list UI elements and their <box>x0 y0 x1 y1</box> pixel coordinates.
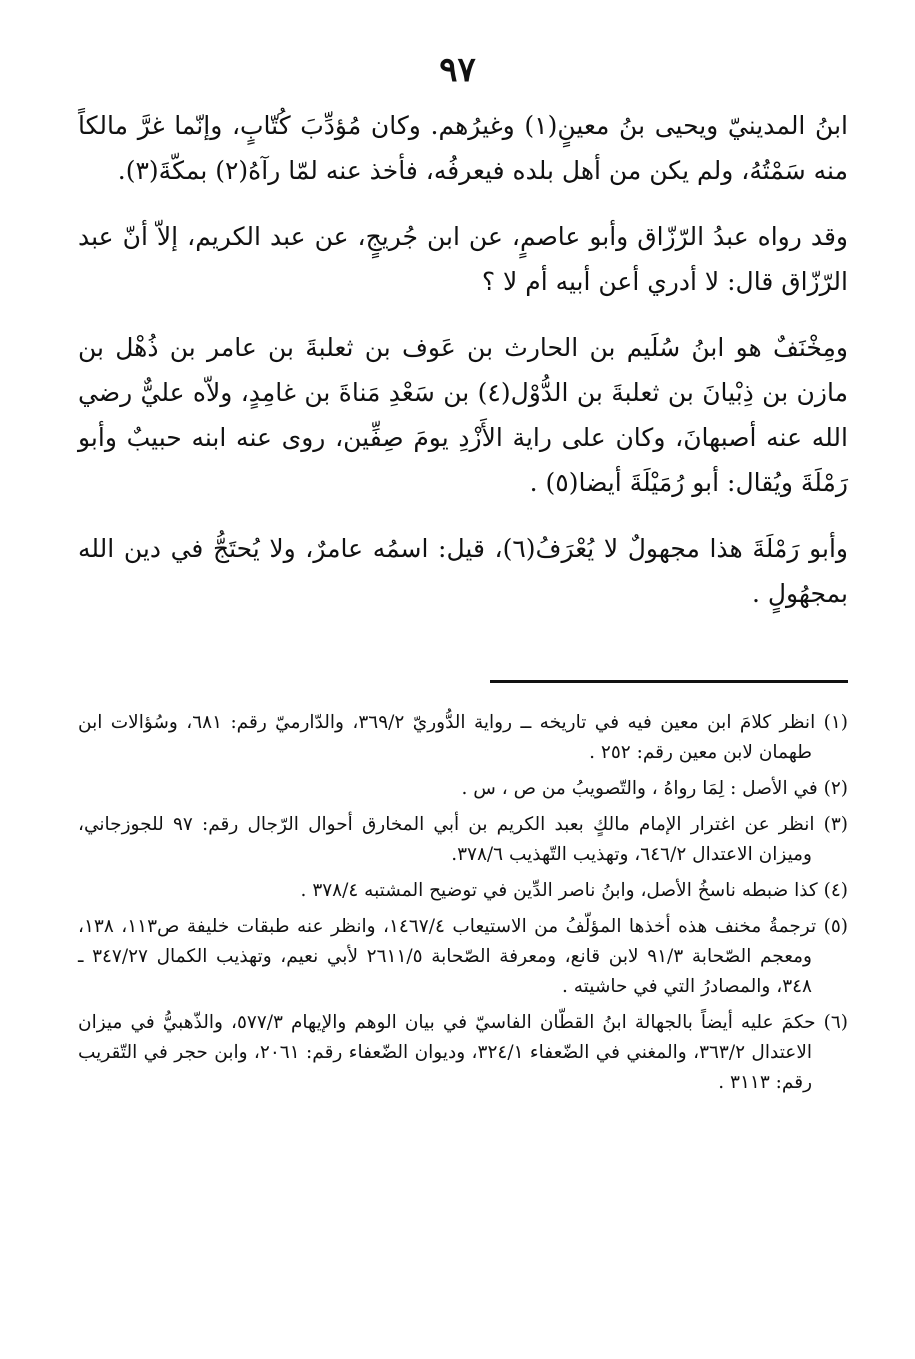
page-number: ٩٧ <box>439 50 476 90</box>
footnote-3: (٣) انظر عن اغترار الإمام مالكٍ بعبد الكريم بن أبي المخارق أحوال الرّجال رقم: ٩٧ للجوزجاني، وميزان الاعتدال ٦٤٦/٢، وتهذيب التّهذيب ٣٧٨/٦. <box>78 814 848 865</box>
paragraph-3: ومِخْنَفٌ هو ابنُ سُلَيم بن الحارث بن عَوف بن ثعلبةَ بن عامر بن ذُهْل بن مازن بن ذِبْيانَ بن ثعلبةَ بن الدُّوْل(٤) بن سَعْدِ مَناةَ بن غامِدٍ، ولاّه عليٌّ رضي الله عنه أصبهانَ، وكان على راية الأَزْدِ يومَ صِفِّين، روى عنه ابنه حبيبٌ وأبو رَمْلَةَ ويُقال: أبو رُمَيْلَةَ أيضا(٥) . <box>78 333 848 497</box>
main-text <box>78 103 848 637</box>
footnote-4: (٤) كذا ضبطه ناسخُ الأصل، وابنُ ناصر الدِّين في توضيح المشتبه ٣٧٨/٤ . <box>300 880 848 901</box>
paragraph-4: وأبو رَمْلَةَ هذا مجهولٌ لا يُعْرَفُ(٦)، قيل: اسمُه عامرٌ، ولا يُحتَجُّ في دين الله بمجهُولٍ . <box>78 534 848 608</box>
footnote-6: (٦) حكمَ عليه أيضاً بالجهالة ابنُ القطّان الفاسيّ في بيان الوهم والإيهام ٥٧٧/٣، والذّهبيُّ في ميزان الاعتدال ٣٦٣/٢، والمغني في الضّعفاء ٣٢٤/١، وديوان الضّعفاء رقم: ٢٠٦١، وابن حجر في التّقريب رقم: ٣١١٣ . <box>78 1012 849 1093</box>
footnote-1: (١) انظر كلامَ ابن معين فيه في تاريخه ــ رواية الدُّوريّ ٣٦٩/٢، والدّارميّ رقم: ٦٨١، وسُؤالات ابن طهمان لابن معين رقم: ٢٥٢ . <box>78 712 848 763</box>
footnote-2: (٢) في الأصل : لِمَا رواهُ ، والتّصويبُ من ص ، س . <box>461 778 848 799</box>
footnote-5: (٥) ترجمةُ مخنف هذه أخذها المؤلّفُ من الاستيعاب ١٤٦٧/٤، وانظر عنه طبقات خليفة ص١١٣، ١٣٨، ومعجم الصّحابة ٩١/٣ لابن قانع، ومعرفة الصّحابة ٢٦١١/٥ لأبي نعيم، وتهذيب الكمال ٣٤٧/٢٧ ـ ٣٤٨، والمصادرُ التي في حاشيته . <box>78 916 848 997</box>
paragraph-2: وقد رواه عبدُ الرّزّاق وأبو عاصمٍ، عن ابن جُريجٍ، عن عبد الكريم، إلاّ أنّ عبد الرّزّاق قال: لا أدري أعن أبيه أم لا ؟ <box>78 222 848 296</box>
footnotes <box>78 708 848 1104</box>
paragraph-1: ابنُ المدينيّ ويحيى بنُ معينٍ(١) وغيرُهم. وكان مُؤدِّبَ كُتّابٍ، وإنّما غرَّ مالكاً منه سَمْتُهُ، ولم يكن من أهل بلده فيعرفُه، فأخذ عنه لمّا رآهُ(٢) بمكّةَ(٣). <box>78 111 848 185</box>
footnote-divider <box>490 680 848 683</box>
